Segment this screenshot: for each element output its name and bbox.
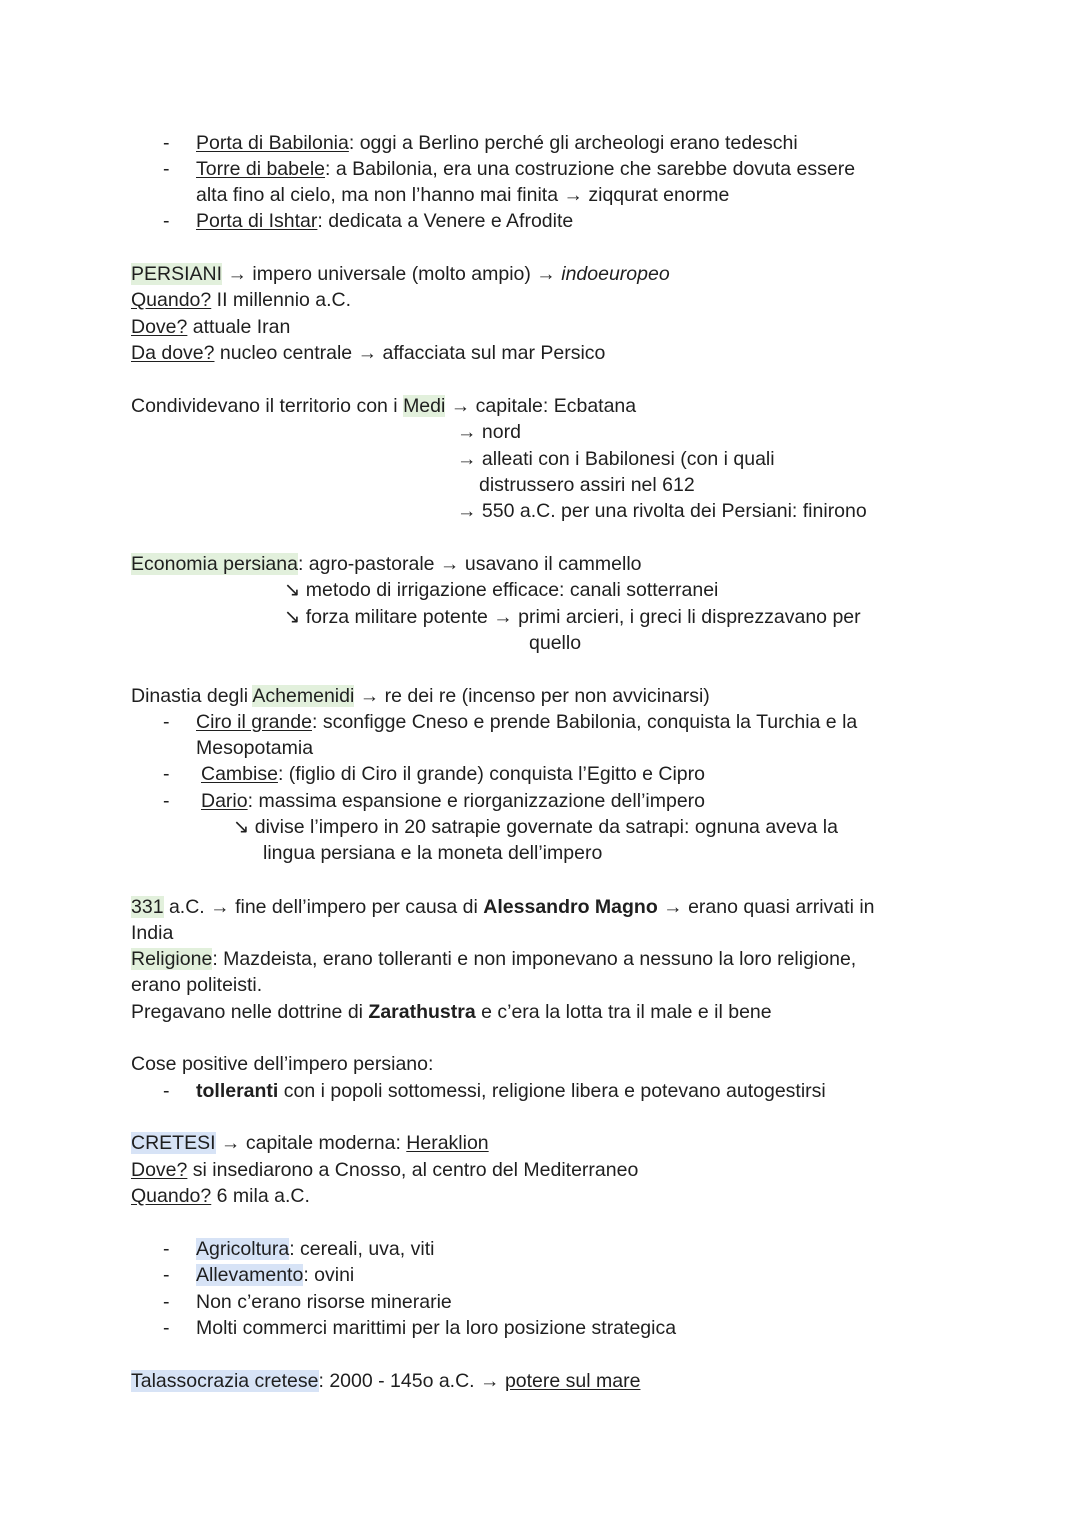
medi-detail: → nord	[457, 421, 521, 443]
list-bullet: -	[163, 210, 170, 232]
economia-detail: ↘ forza militare potente → primi arcieri, i greci li disprezzavano per	[284, 606, 861, 628]
cretesi-quando: Quando? 6 mila a.C.	[131, 1185, 310, 1207]
dinastia-line: Dinastia degli Achemenidi → re dei re (incenso per non avvicinarsi)	[131, 685, 710, 707]
king-item-continuation: Mesopotamia	[196, 737, 314, 759]
talassocrazia-line: Talassocrazia cretese: 2000 - 145o a.C. → potere sul mare	[131, 1370, 641, 1392]
list-bullet: -	[163, 1238, 170, 1260]
medi-detail: → alleati con i Babilonesi (con i quali	[457, 448, 775, 470]
cretesi-list-item: Agricoltura: cereali, uva, viti	[196, 1238, 435, 1260]
cretesi-dove: Dove? si insediarono a Cnosso, al centro del Mediterraneo	[131, 1159, 639, 1181]
medi-detail: → 550 a.C. per una rivolta dei Persiani: finirono	[457, 500, 867, 522]
list-bullet: -	[163, 1264, 170, 1286]
list-bullet: -	[163, 1291, 170, 1313]
persiani-dove: Dove? attuale Iran	[131, 316, 291, 338]
list-item: Porta di Babilonia: oggi a Berlino perché gli archeologi erano tedeschi	[196, 132, 798, 154]
king-item: Cambise: (figlio di Ciro il grande) conquista l’Egitto e Cipro	[201, 763, 705, 785]
list-bullet: -	[163, 1317, 170, 1339]
medi-line: Condividevano il territorio con i Medi → capitale: Ecbatana	[131, 395, 637, 417]
list-bullet: -	[163, 158, 170, 180]
section-heading-cretesi: CRETESI → capitale moderna: Heraklion	[131, 1132, 489, 1154]
positive-item: tolleranti con i popoli sottomessi, religione libera e potevano autogestirsi	[196, 1080, 826, 1102]
positive-heading: Cose positive dell’impero persiano:	[131, 1053, 434, 1075]
cretesi-list-item: Molti commerci marittimi per la loro posizione strategica	[196, 1317, 677, 1339]
list-item: Porta di Ishtar: dedicata a Venere e Afrodite	[196, 210, 574, 232]
medi-detail: distrussero assiri nel 612	[479, 474, 695, 496]
religione-continuation: erano politeisti.	[131, 974, 263, 996]
economia-detail: ↘ metodo di irrigazione efficace: canali sotterranei	[284, 579, 719, 601]
cretesi-list-item: Non c’erano risorse minerarie	[196, 1291, 452, 1313]
list-bullet: -	[163, 763, 170, 785]
list-bullet: -	[163, 132, 170, 154]
persiani-quando: Quando? II millennio a.C.	[131, 289, 352, 311]
economia-detail: quello	[529, 632, 582, 654]
religione-line: Religione: Mazdeista, erano tolleranti e non imponevano a nessuno la loro religione,	[131, 948, 857, 970]
list-item: Torre di babele: a Babilonia, era una costruzione che sarebbe dovuta essere	[196, 158, 856, 180]
list-bullet: -	[163, 1080, 170, 1102]
list-item-continuation: alta fino al cielo, ma non l’hanno mai finita → ziqqurat enorme	[196, 184, 730, 206]
cretesi-list-item: Allevamento: ovini	[196, 1264, 355, 1286]
fine-impero-continuation: India	[131, 922, 174, 944]
king-item-detail: ↘ divise l’impero in 20 satrapie governate da satrapi: ognuna aveva la	[233, 816, 838, 838]
list-bullet: -	[163, 711, 170, 733]
zarathustra-line: Pregavano nelle dottrine di Zarathustra e c’era la lotta tra il male e il bene	[131, 1001, 772, 1023]
king-item: Ciro il grande: sconfigge Cneso e prende Babilonia, conquista la Turchia e la	[196, 711, 858, 733]
list-bullet: -	[163, 790, 170, 812]
economia-line: Economia persiana: agro-pastorale → usavano il cammello	[131, 553, 642, 575]
fine-impero: 331 a.C. → fine dell’impero per causa di Alessandro Magno → erano quasi arrivati in	[131, 896, 875, 918]
persiani-da-dove: Da dove? nucleo centrale → affacciata sul mar Persico	[131, 342, 606, 364]
king-item-detail: lingua persiana e la moneta dell’impero	[263, 842, 603, 864]
king-item: Dario: massima espansione e riorganizzazione dell’impero	[201, 790, 706, 812]
section-heading-persiani: PERSIANI → impero universale (molto ampio) → indoeuropeo	[131, 263, 670, 285]
